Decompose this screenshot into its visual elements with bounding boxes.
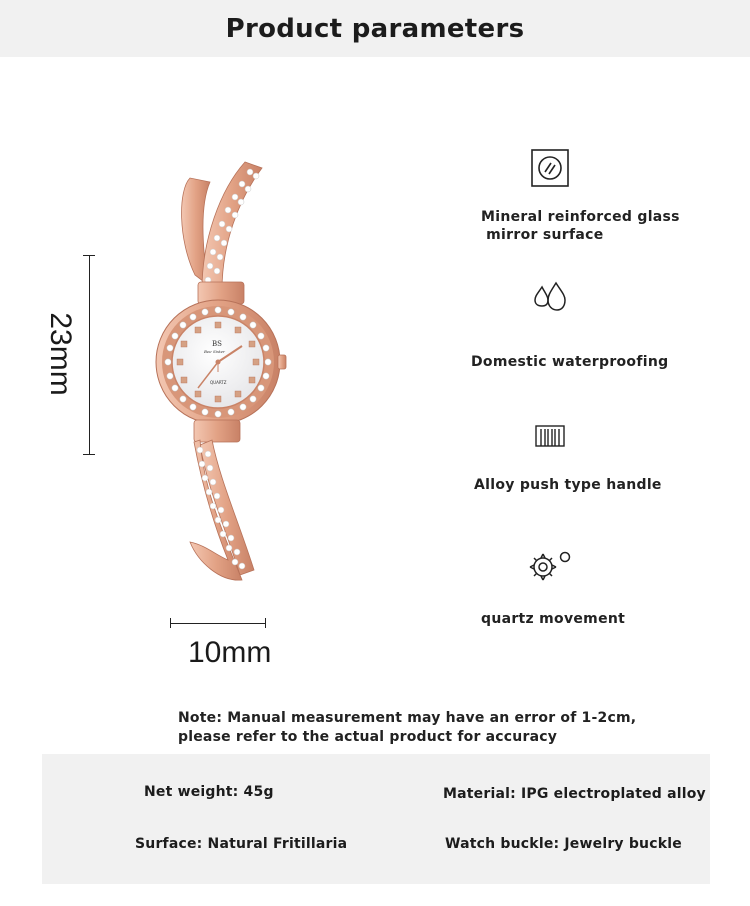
spec-watch-buckle: Watch buckle: Jewelry buckle (445, 836, 682, 852)
note-line-2: please refer to the actual product for accuracy (178, 729, 558, 745)
spec-net-weight: Net weight: 45g (144, 784, 274, 800)
watch-logo: BS (212, 340, 222, 348)
push-handle-icon (535, 425, 565, 447)
feature-label-handle: Alloy push type handle (474, 477, 662, 493)
gear-icon (527, 549, 573, 583)
spec-material: Material: IPG electroplated alloy (443, 786, 706, 802)
water-drops-icon (532, 281, 568, 313)
feature-label-glass-line2: mirror surface (481, 227, 604, 243)
watch-brand: Bee Sister (204, 349, 225, 354)
feature-label-glass-line1: Mineral reinforced glass (481, 209, 680, 225)
spec-surface: Surface: Natural Fritillaria (135, 836, 348, 852)
specs-panel (42, 754, 710, 884)
height-dimension-label: 23mm (44, 312, 77, 396)
watch-image (150, 150, 300, 590)
page-title: Product parameters (225, 13, 525, 44)
feature-label-waterproof: Domestic waterproofing (471, 354, 669, 370)
width-dimension-label: 10mm (188, 636, 272, 669)
header-bar (0, 0, 750, 57)
width-dimension-line (170, 622, 266, 625)
measurement-note (178, 709, 636, 747)
mirror-glass-icon (531, 149, 569, 187)
note-line-1: Note: Manual measurement may have an error of 1-2cm, (178, 710, 637, 726)
watch-movement-text: QUARTZ (210, 380, 227, 385)
feature-label-movement: quartz movement (481, 611, 626, 627)
